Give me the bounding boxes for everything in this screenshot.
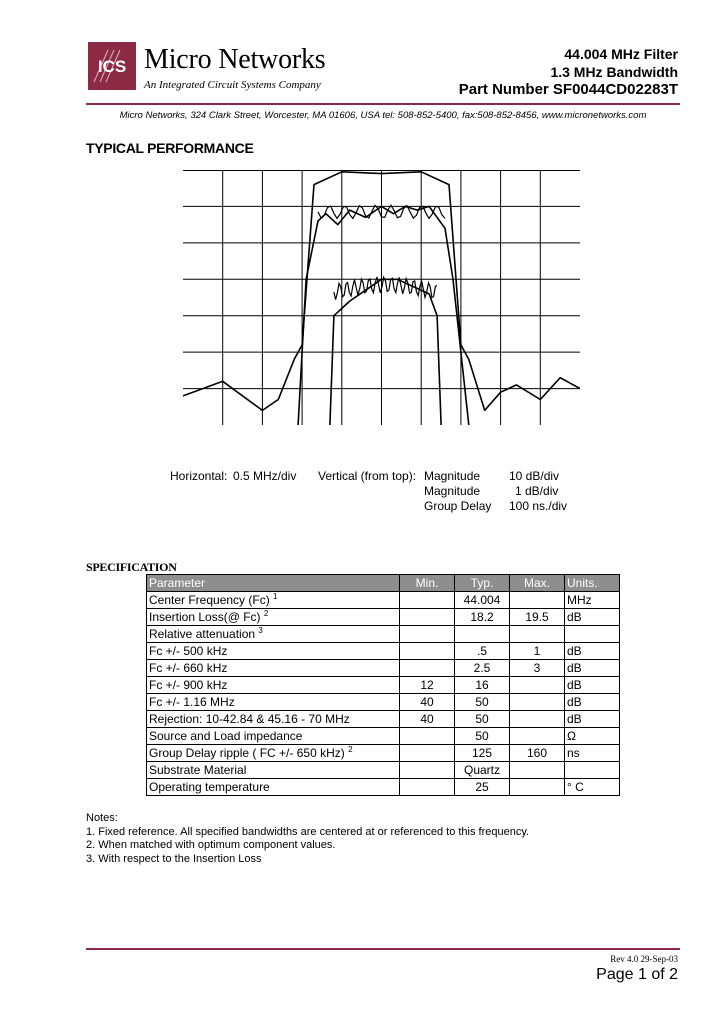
cell-unit: [565, 762, 620, 779]
cell-max: [510, 694, 565, 711]
trace-1-scale: 10 dB/div: [509, 469, 560, 483]
trace-2-scale: 1 dB/div: [515, 484, 559, 498]
trace-3-name: Group Delay: [424, 499, 492, 513]
cell-max: [510, 609, 565, 626]
cell-typ: [455, 626, 510, 643]
table-row: [147, 660, 620, 677]
footnote-ref: 3: [258, 626, 263, 635]
cell-min: [400, 592, 455, 609]
cell-max-text: 1: [533, 644, 541, 658]
cell-unit-text: ° C: [567, 780, 584, 794]
cell-parameter: [147, 643, 400, 660]
cell-typ-text: 125: [471, 746, 493, 760]
cell-parameter-text: Group Delay ripple ( FC +/- 650 kHz): [149, 746, 345, 760]
cell-typ: [455, 711, 510, 728]
cell-max: [510, 745, 565, 762]
trace-3-scale: 100 ns./div: [509, 499, 568, 513]
cell-parameter: [147, 592, 400, 609]
cell-unit: [565, 660, 620, 677]
cell-parameter-text: Fc +/- 900 kHz: [149, 678, 228, 692]
cell-parameter-text: Substrate Material: [149, 763, 247, 777]
footnote-ref: 2: [263, 609, 269, 618]
cell-unit: [565, 643, 620, 660]
cell-parameter-text: Fc +/- 660 kHz: [149, 661, 228, 675]
cell-typ: [455, 762, 510, 779]
page-number: Page 1 of 2: [596, 966, 678, 983]
cell-parameter-text: Fc +/- 500 kHz: [149, 644, 228, 658]
cell-typ-text: .5: [476, 644, 487, 658]
cell-typ-text: 50: [475, 695, 489, 709]
cell-unit: [565, 711, 620, 728]
cell-min-text: 40: [420, 712, 434, 726]
company-tagline: An Integrated Circuit Systems Company: [144, 79, 321, 91]
cell-max-text: 3: [533, 661, 541, 675]
cell-typ: [455, 660, 510, 677]
table-row: [147, 728, 620, 745]
table-row: [147, 626, 620, 643]
cell-unit-text: dB: [567, 644, 582, 658]
notes-title: Notes:: [86, 812, 118, 824]
cell-min: [400, 660, 455, 677]
company-name: Micro Networks: [144, 44, 326, 75]
cell-typ: [455, 677, 510, 694]
cell-unit: [565, 745, 620, 762]
cell-typ-text: Quartz: [463, 763, 500, 777]
cell-min: [400, 643, 455, 660]
horizontal-scale-label: Horizontal:: [170, 469, 228, 483]
product-title-part-number: Part Number SF0044CD02283T: [458, 81, 678, 98]
cell-min: [400, 626, 455, 643]
note-2: 2. When matched with optimum component values.: [86, 839, 336, 851]
table-row: [147, 592, 620, 609]
cell-typ-text: 50: [475, 712, 489, 726]
cell-unit: [565, 626, 620, 643]
revision-label: Rev 4.0 29-Sep-03: [610, 954, 678, 964]
cell-max: [510, 762, 565, 779]
cell-unit-text: dB: [567, 695, 582, 709]
horizontal-scale-value: 0.5 MHz/div: [233, 469, 297, 483]
cell-typ-text: 18.2: [470, 610, 494, 624]
cell-unit: [565, 592, 620, 609]
cell-parameter: [147, 779, 400, 796]
cell-min: [400, 779, 455, 796]
cell-min: [400, 762, 455, 779]
company-address: Micro Networks, 324 Clark Street, Worcester, MA 01606, USA tel: 508-852-5400, fax:508-852-8456, www.micronetworks.com: [119, 110, 647, 121]
note-1: 1. Fixed reference. All specified bandwidths are centered at or referenced to this frequency.: [86, 825, 530, 838]
trace-1-name: Magnitude: [424, 469, 481, 483]
cell-unit: [565, 694, 620, 711]
cell-parameter: [147, 677, 400, 694]
section-title-typical-performance: TYPICAL PERFORMANCE: [86, 140, 254, 156]
cell-typ: [455, 694, 510, 711]
cell-parameter-text: Relative attenuation: [149, 627, 256, 641]
footnote-ref: 1: [273, 592, 278, 601]
header-divider: [86, 103, 680, 105]
cell-min: [400, 728, 455, 745]
header-parameter: Parameter: [147, 575, 400, 592]
table-row: [147, 762, 620, 779]
cell-unit-text: Ω: [567, 729, 576, 743]
header-min: Min.: [400, 575, 455, 592]
cell-min: [400, 694, 455, 711]
cell-unit-text: dB: [567, 712, 582, 726]
note-3: 3. With respect to the Insertion Loss: [86, 852, 262, 865]
cell-min: [400, 711, 455, 728]
cell-parameter: [147, 728, 400, 745]
cell-parameter: [147, 626, 400, 643]
trace-2-name: Magnitude: [424, 484, 481, 498]
cell-min: [400, 745, 455, 762]
cell-typ: [455, 592, 510, 609]
cell-unit-text: ns: [567, 746, 580, 760]
cell-unit: [565, 779, 620, 796]
cell-parameter: [147, 694, 400, 711]
cell-max-text: 19.5: [525, 610, 549, 624]
specification-table: [146, 574, 620, 796]
logo-text: ICS: [97, 57, 127, 76]
cell-parameter-text: Source and Load impedance: [149, 729, 303, 743]
cell-max-text: 160: [526, 746, 548, 760]
cell-parameter-text: Operating temperature: [149, 780, 270, 794]
section-title-specification: SPECIFICATION: [86, 560, 177, 574]
cell-min: [400, 677, 455, 694]
cell-min-text: 12: [420, 678, 434, 692]
header-units: Units.: [565, 575, 620, 592]
ics-logo-graphic: [88, 42, 136, 90]
cell-max: [510, 711, 565, 728]
cell-typ-text: 16: [475, 678, 489, 692]
cell-typ: [455, 745, 510, 762]
cell-parameter-text: Rejection: 10-42.84 & 45.16 - 70 MHz: [149, 712, 350, 726]
cell-max: [510, 592, 565, 609]
cell-typ-text: 25: [475, 780, 489, 794]
cell-typ-text: 44.004: [463, 593, 501, 607]
table-row: [147, 745, 620, 762]
footnote-ref: 2: [348, 745, 353, 754]
product-title-bandwidth: 1.3 MHz Bandwidth: [550, 64, 678, 80]
cell-unit-text: dB: [567, 678, 582, 692]
cell-unit: [565, 728, 620, 745]
cell-max: [510, 626, 565, 643]
cell-unit: [565, 609, 620, 626]
table-row: [147, 609, 620, 626]
cell-typ-text: 2.5: [473, 661, 491, 675]
cell-parameter: [147, 609, 400, 626]
table-row: [147, 694, 620, 711]
table-row: [147, 779, 620, 796]
cell-unit-text: dB: [567, 661, 582, 675]
ics-logo: [88, 42, 136, 90]
table-row: [147, 711, 620, 728]
cell-max: [510, 643, 565, 660]
cell-parameter-text: Center Frequency (Fc): [149, 593, 270, 607]
notes: [86, 812, 529, 866]
table-row: [147, 643, 620, 660]
cell-parameter-text: Fc +/- 1.16 MHz: [149, 695, 235, 709]
cell-unit-text: dB: [567, 610, 582, 624]
cell-typ: [455, 643, 510, 660]
cell-min-text: 40: [420, 695, 434, 709]
table-row: [147, 677, 620, 694]
cell-parameter: [147, 762, 400, 779]
cell-typ-text: 50: [475, 729, 489, 743]
cell-unit: [565, 677, 620, 694]
cell-typ: [455, 728, 510, 745]
cell-max: [510, 728, 565, 745]
vertical-scale-label: Vertical (from top):: [318, 469, 417, 483]
cell-typ: [455, 779, 510, 796]
cell-parameter: [147, 711, 400, 728]
cell-max: [510, 660, 565, 677]
cell-max: [510, 677, 565, 694]
cell-parameter: [147, 660, 400, 677]
cell-max: [510, 779, 565, 796]
cell-parameter-text: Insertion Loss(@ Fc): [149, 610, 261, 624]
table-header-row: [147, 575, 620, 592]
cell-min: [400, 609, 455, 626]
cell-typ: [455, 609, 510, 626]
cell-unit-text: MHz: [567, 593, 592, 607]
product-title-frequency: 44.004 MHz Filter: [564, 46, 678, 62]
header-typ: Typ.: [455, 575, 510, 592]
cell-parameter: [147, 745, 400, 762]
footer-divider: [86, 948, 680, 950]
performance-plot: [183, 170, 580, 425]
header-max: Max.: [510, 575, 565, 592]
